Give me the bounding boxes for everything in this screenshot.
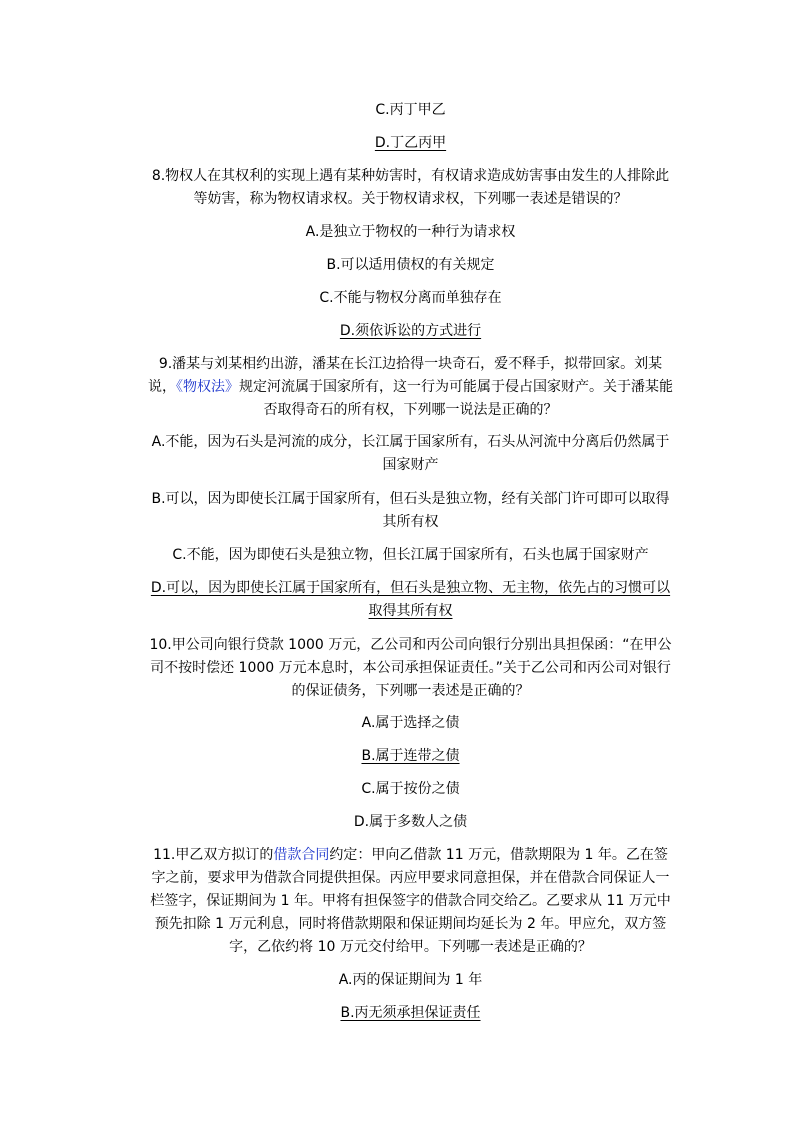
q9-option-a: A.不能，因为石头是河流的成分，长江属于国家所有，石头从河流中分离后仍然属于国家财产 — [151, 434, 670, 473]
q9-stem-text-1: 9.潘某与刘某相约出游，潘某在长江边拾得一块奇石，爱不释手，拟带回家。刘某说， — [148, 356, 663, 395]
q9-option-d-answer: D.可以，因为即使长江属于国家所有，但石头是独立物、无主物，依先占的习惯可以取得其所有权 — [150, 580, 671, 619]
q10-option-c: C.属于按份之债 — [361, 781, 460, 797]
q8-option-b: B.可以适用债权的有关规定 — [326, 257, 495, 273]
loan-contract-link[interactable]: 借款合同 — [273, 847, 330, 863]
q8-option-d-answer: D.须依诉讼的方式进行 — [339, 323, 482, 339]
q10-question-stem: 10.甲公司向银行贷款 1000 万元，乙公司和丙公司向银行分别出具担保函：“在甲公司不按时偿还 1000 万元本息时，本公司承担保证责任。”关于乙公司和丙公司对银行的保证债务，下列哪一表述是正确的？ — [149, 637, 672, 699]
q10-option-a: A.属于选择之债 — [361, 715, 460, 731]
q11-question-stem — [148, 844, 673, 959]
q11-option-b-answer: B.丙无须承担保证责任 — [340, 1005, 481, 1021]
civil-law-link[interactable]: 《物权法》 — [176, 379, 239, 395]
q11-stem-text-1: 11.甲乙双方拟订的 — [153, 847, 274, 863]
q9-stem-text-2: 规定河流属于国家所有，这一行为可能属于侵占国家财产。关于潘某能否取得奇石的所有权，下列哪一说法是正确的？ — [239, 379, 673, 418]
q10-option-d: D.属于多数人之债 — [353, 814, 468, 830]
q8-option-c: C.不能与物权分离而单独存在 — [319, 290, 502, 306]
q8-option-a: A.是独立于物权的一种行为请求权 — [305, 224, 516, 240]
q11-option-a: A.丙的保证期间为 1 年 — [338, 972, 483, 988]
q11-stem-text-2: 约定：甲向乙借款 11 万元，借款期限为 1 年。乙在签字之前，要求甲为借款合同提供担保。丙应甲要求同意担保，并在借款合同保证人一栏签字，保证期间为 1 年。甲将有担保签字的借款合同交给乙。乙要求从 11 万元中预先扣除 1 万元利息，同时将借款期限和保证期间均延长为 2 年。甲应允，双方签字，乙依约将 10 万元交付给甲。下列哪一表述是正确的？ — [150, 847, 671, 955]
q8-question-stem: 8.物权人在其权利的实现上遇有某种妨害时，有权请求造成妨害事由发生的人排除此等妨害，称为物权请求权。关于物权请求权，下列哪一表述是错误的？ — [151, 168, 670, 207]
q9-option-c: C.不能，因为即使石头是独立物，但长江属于国家所有，石头也属于国家财产 — [172, 547, 649, 563]
q7-option-d-answer: D.丁乙丙甲 — [374, 135, 447, 151]
q10-option-b-answer: B.属于连带之债 — [361, 748, 460, 764]
q9-option-b: B.可以，因为即使长江属于国家所有，但石头是独立物，经有关部门许可即可以取得其所有权 — [151, 491, 670, 530]
q9-question-stem — [148, 353, 673, 422]
q7-option-c: C.丙丁甲乙 — [375, 102, 446, 118]
